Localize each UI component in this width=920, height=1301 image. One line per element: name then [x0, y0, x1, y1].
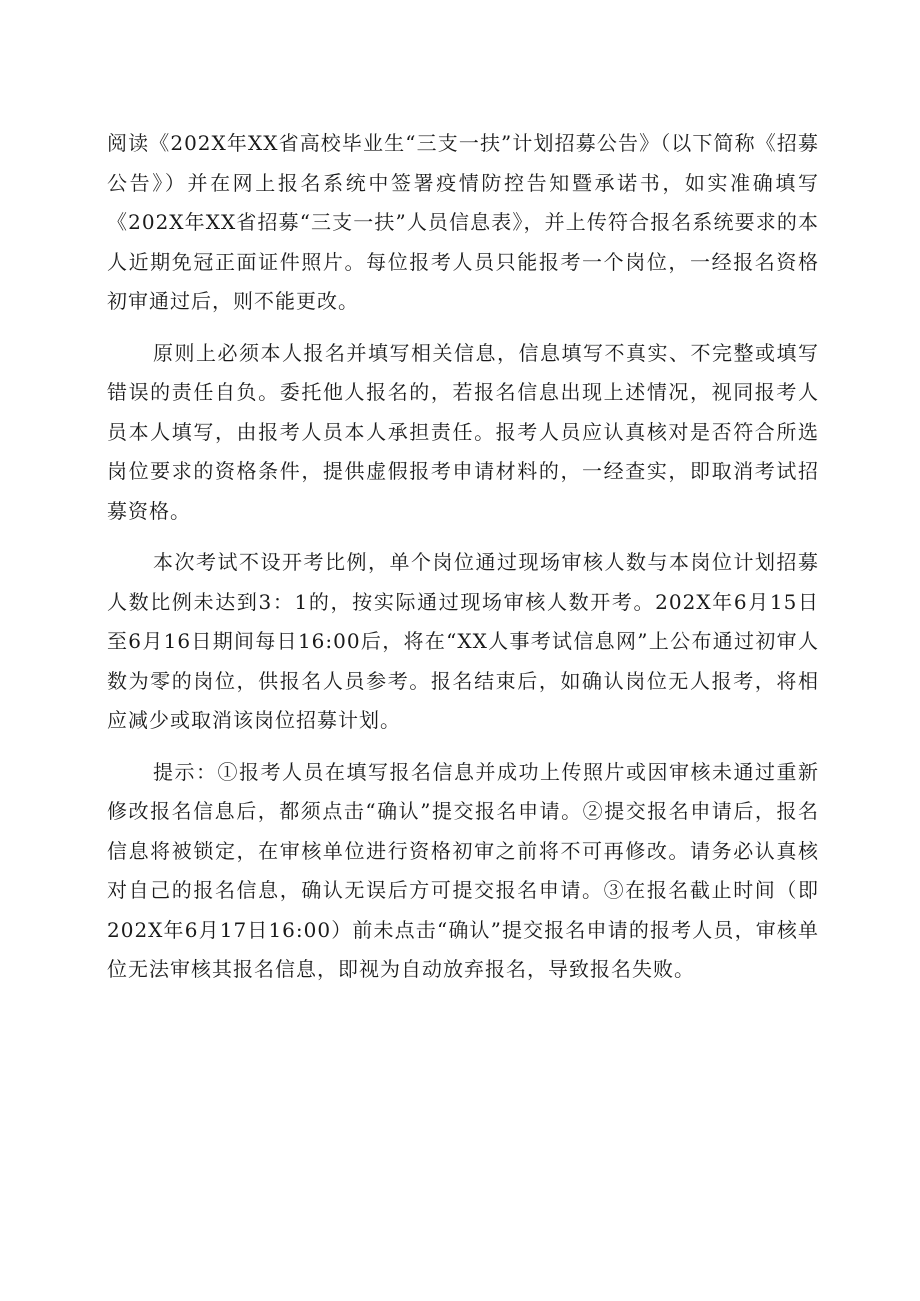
paragraph-1: 阅读《202X年XX省高校毕业生“三支一扶”计划招募公告》（以下简称《招募公告》）并在网上报名系统中签署疫情防控告知暨承诺书，如实准确填写《202X年XX省招募“三支一扶”人员信息表》，并上传符合报名系统要求的本人近期免冠正面证件照片。每位报考人员只能报考一个岗位，一经报名资格初审通过后，则不能更改。	[107, 131, 819, 313]
paragraph-3: 本次考试不设开考比例，单个岗位通过现场审核人数与本岗位计划招募人数比例未达到3：1的，按实际通过现场审核人数开考。202X年6月15日至6月16日期间每日16:00后，将在“XX人事考试信息网”上公布通过初审人数为零的岗位，供报名人员参考。报名结束后，如确认岗位无人报考，将相应减少或取消该岗位招募计划。	[107, 550, 819, 732]
document-body	[107, 124, 819, 1002]
paragraph-4: 提示：①报考人员在填写报名信息并成功上传照片或因审核未通过重新修改报名信息后，都须点击“确认”提交报名申请。②提交报名申请后，报名信息将被锁定，在审核单位进行资格初审之前将不可再修改。请务必认真核对自己的报名信息，确认无误后方可提交报名申请。③在报名截止时间（即202X年6月17日16:00）前未点击“确认”提交报名申请的报考人员，审核单位无法审核其报名信息，即视为自动放弃报名，导致报名失败。	[107, 759, 819, 981]
paragraph-2: 原则上必须本人报名并填写相关信息，信息填写不真实、不完整或填写错误的责任自负。委托他人报名的，若报名信息出现上述情况，视同报考人员本人填写，由报考人员本人承担责任。报考人员应认真核对是否符合所选岗位要求的资格条件，提供虚假报考申请材料的，一经查实，即取消考试招募资格。	[107, 340, 819, 523]
